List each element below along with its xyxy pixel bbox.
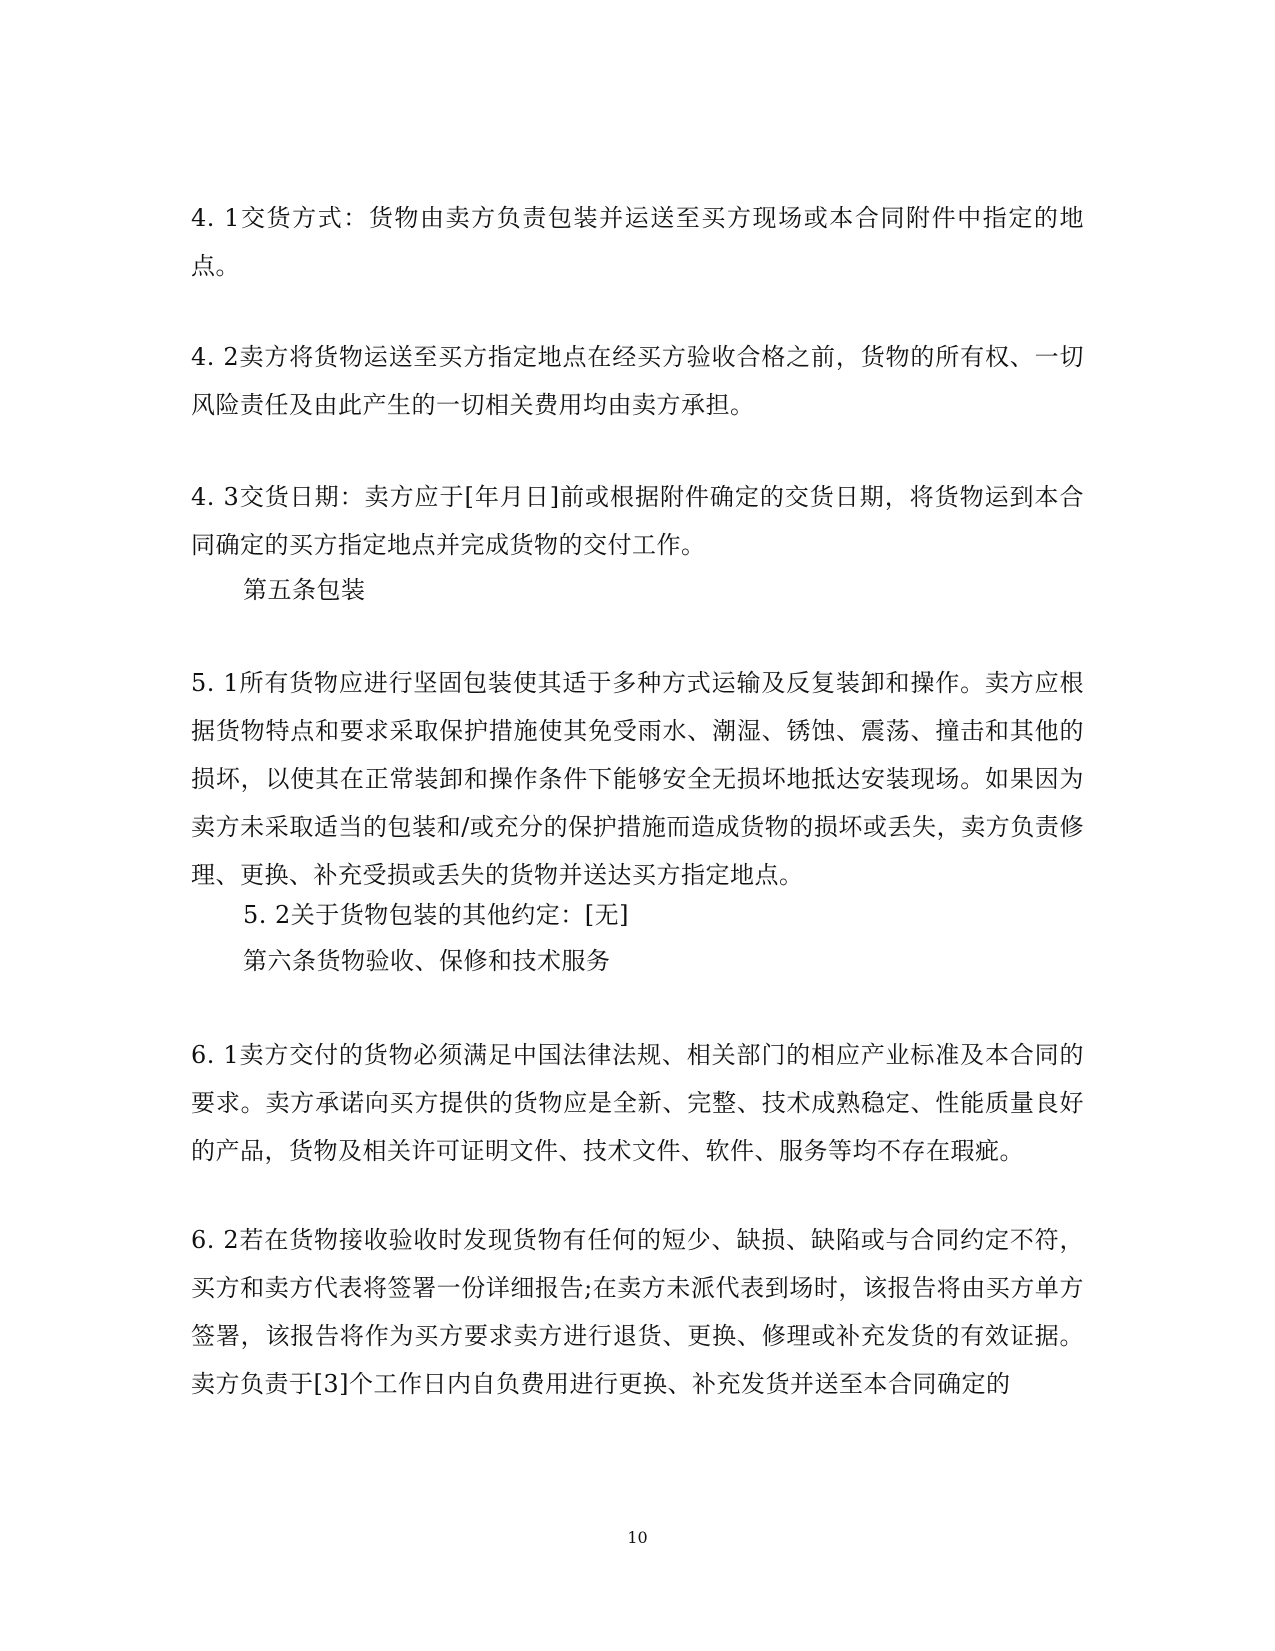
section-heading-6: 第六条货物验收、保修和技术服务 (243, 947, 611, 975)
paragraph-4-3: 4. 3交货日期：卖方应于[年月日]前或根据附件确定的交货日期，将货物运到本合同确定的买方指定地点并完成货物的交付工作。 (191, 483, 1084, 559)
paragraph-6-1: 6. 1卖方交付的货物必须满足中国法律法规、相关部门的相应产业标准及本合同的要求。卖方承诺向买方提供的货物应是全新、完整、技术成熟稳定、性能质量良好的产品，货物及相关许可证明文件、技术文件、软件、服务等均不存在瑕疵。 (191, 1041, 1084, 1165)
page-number: 10 (627, 1528, 648, 1547)
paragraph-4-2: 4. 2卖方将货物运送至买方指定地点在经买方验收合格之前，货物的所有权、一切风险责任及由此产生的一切相关费用均由卖方承担。 (191, 343, 1084, 419)
section-heading-5: 第五条包装 (243, 576, 366, 604)
paragraph-5-1: 5. 1所有货物应进行坚固包装使其适于多种方式运输及反复装卸和操作。卖方应根据货物特点和要求采取保护措施使其免受雨水、潮湿、锈蚀、震荡、撞击和其他的损坏，以使其在正常装卸和操作条件下能够安全无损坏地抵达安装现场。如果因为卖方未采取适当的包装和/或充分的保护措施而造成货物的损坏或丢失，卖方负责修理、更换、补充受损或丢失的货物并送达买方指定地点。 (191, 669, 1084, 889)
paragraph-5-2: 5. 2关于货物包装的其他约定：[无] (243, 901, 630, 929)
paragraph-6-2: 6. 2若在货物接收验收时发现货物有任何的短少、缺损、缺陷或与合同约定不符，买方和卖方代表将签署一份详细报告;在卖方未派代表到场时，该报告将由买方单方签署，该报告将作为买方要求卖方进行退货、更换、修理或补充发货的有效证据。卖方负责于[3]个工作日内自负费用进行更换、补充发货并送至本合同确定的 (191, 1226, 1084, 1398)
paragraph-4-1: 4. 1交货方式：货物由卖方负责包装并运送至买方现场或本合同附件中指定的地点。 (191, 204, 1084, 280)
